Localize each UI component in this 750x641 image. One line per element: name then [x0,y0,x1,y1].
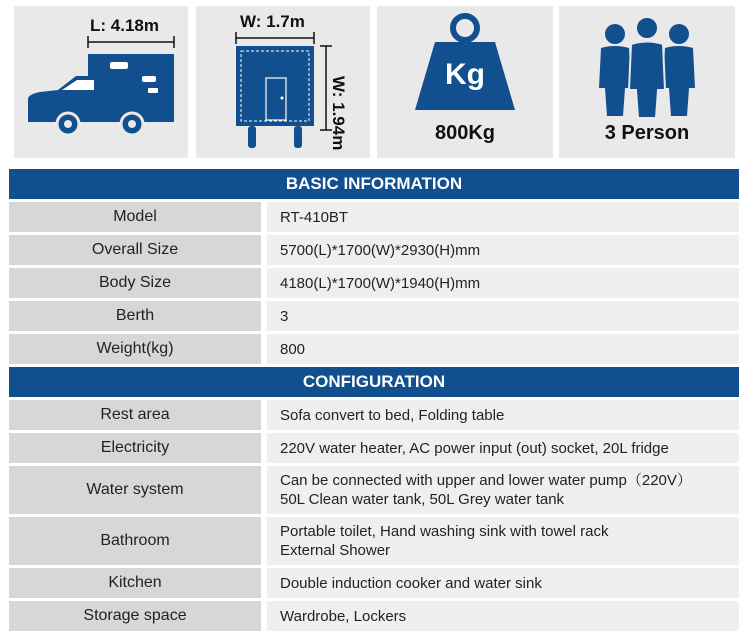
row-value: Wardrobe, Lockers [280,607,407,625]
row-label: Electricity [9,433,261,463]
person-label: 3 Person [604,122,690,144]
row-label: Weight(kg) [9,334,261,364]
row-label: Water system [9,466,261,514]
table-row [9,517,739,565]
basic-information-header: BASIC INFORMATION [9,169,739,199]
table-row [9,568,739,598]
row-value: 4180(L)*1700(W)*1940(H)mm [280,274,481,292]
row-value: 5700(L)*1700(W)*2930(H)mm [280,241,481,259]
row-value: 220V water heater, AC power input (out) socket, 20L fridge [280,439,669,457]
row-value: RT-410BT [280,208,349,226]
row-value: 800 [280,340,306,358]
row-value: Portable toilet, Hand washing sink with towel rack [280,523,609,540]
dimension-tile [196,6,370,158]
row-label: Storage space [9,601,261,631]
table-row [9,601,739,631]
icon-banner [0,0,750,168]
person-tile [559,6,735,158]
table-row [9,433,739,463]
table-row [9,268,739,298]
row-value: Sofa convert to bed, Folding table [280,406,505,424]
table-row [9,466,739,514]
row-label: Kitchen [9,568,261,598]
table-row [9,202,739,232]
row-label: Berth [9,301,261,331]
length-tile [14,6,188,158]
width-label: W: 1.7m [240,12,305,31]
row-label: Rest area [9,400,261,430]
row-value: 3 [280,307,289,325]
table-row [9,400,739,430]
row-value: Can be connected with upper and lower water pump（220V） [280,472,692,489]
configuration-header: CONFIGURATION [9,367,739,397]
table-row [9,334,739,364]
row-value: Double induction cooker and water sink [280,574,542,592]
weight-glyph: Kg [445,58,485,91]
row-label: Model [9,202,261,232]
row-value-line-2: External Shower [280,542,391,559]
weight-label: 800Kg [434,122,496,144]
row-value-line-2: 50L Clean water tank, 50L Grey water tank [280,491,565,508]
row-label: Body Size [9,268,261,298]
table-row [9,301,739,331]
height-label: W: 1.94m [329,76,348,151]
table-row [9,235,739,265]
row-label: Overall Size [9,235,261,265]
row-label: Bathroom [9,517,261,565]
weight-tile [377,6,553,158]
length-label: L: 4.18m [90,16,159,35]
